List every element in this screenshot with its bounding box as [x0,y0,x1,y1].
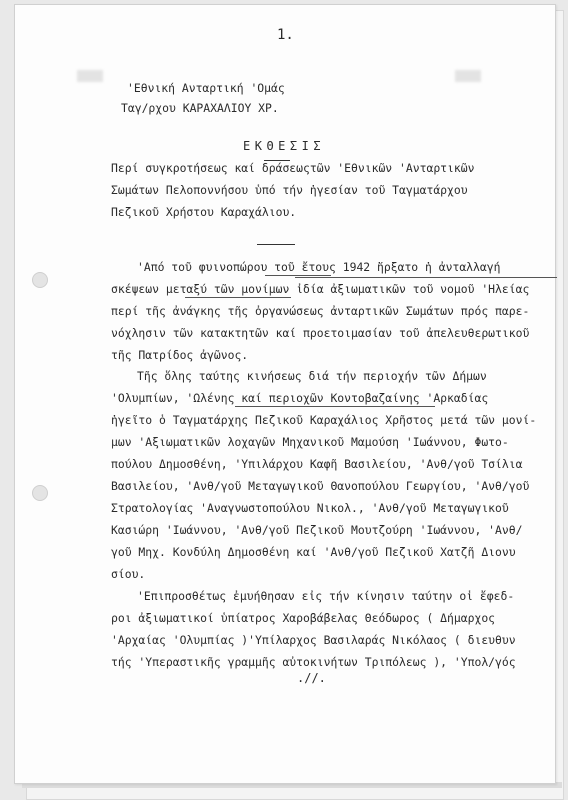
paragraph-line: ροι ἀξιωματικοί ὑπίατρος Χαροβάβελας Θεόδωρος ( Δήμαρχος [111,611,496,625]
paragraph-line: Βασιλείου, 'Ανθ/γοῦ Μεταγωγικοῦ Θανοπούλου Γεωργίου, 'Ανθ/γοῦ [111,479,530,493]
paragraph-line: 'Επιπροσθέτως ἐμυήθησαν εἰς τήν κίνησιν ταύτην οἱ ἔφεδ- [137,589,515,603]
subtitle-line: Πεζικοῦ Χρήστου Καραχάλιου. [111,205,297,219]
paragraph-line: 'Ολυμπίων, 'Ωλένης καί περιοχῶν Κοντοβαζαίνης 'Αρκαδίας [111,391,489,405]
punch-hole [32,272,48,288]
handwritten-underline [185,297,291,298]
document-title: ΕΚΘΕΣΙΣ [243,139,326,153]
paragraph-line: νόχλησιν τῶν κατακτητῶν καί προετοιμασίαν τοῦ ἀπελευθερωτικοῦ [111,326,530,340]
paragraph-line: Στρατολογίας 'Αναγνωστοπούλου Νικολ., 'Ανθ/γοῦ Μεταγωγικοῦ [111,501,509,515]
paragraph-line: ἡγεῖτο ὁ Ταγματάρχης Πεζικοῦ Καραχάλιος Χρῆστος μετά τῶν μονί- [111,413,537,427]
handwritten-underline [235,406,435,407]
continuation-mark: .//. [297,671,326,685]
subtitle-line: Σωμάτων Πελοποννήσου ὑπό τήν ἡγεσίαν τοῦ Ταγματάρχου [111,183,468,197]
paragraph-line: 'Αρχαίας 'Ολυμπίας )'Υπίλαρχος Βασιλαράς Νικόλαος ( διευθυν [111,633,516,647]
handwritten-underline [295,277,557,278]
handwritten-underline [265,275,331,276]
subtitle-line: Περί συγκροτήσεως καί δράσεωςτῶν 'Εθνικῶν 'Ανταρτικῶν [111,161,475,175]
paragraph-line: τής 'Υπεραστικῆς γραμμῆς αὐτοκινήτων Τριπόλεως ), 'Υπολ/γός [111,655,516,669]
paragraph-line: Κασιώρη 'Ιωάννου, 'Ανθ/γοῦ Πεζικοῦ Μουτζούρη 'Ιωάννου, 'Ανθ/ [111,523,523,537]
page-number: 1. [277,27,294,43]
punch-hole [32,485,48,501]
paragraph-line: πούλου Δημοσθένη, 'Υπιλάρχου Καφῆ Βασιλείου, 'Ανθ/γοῦ Τσίλια [111,457,523,471]
paragraph-line: σίου. [111,567,146,581]
ink-bleed-mark [455,70,481,82]
paragraph-line: περί τῆς ἀνάγκης τῆς ὀργανώσεως ἀνταρτικῶν Σωμάτων πρός παρε- [111,304,530,318]
paragraph-line: 'Από τοῦ φυινοπώρου τοῦ ἔτους 1942 ἤρξατο ἡ ἀνταλλαγή [137,260,501,274]
paragraph-line: μων 'Αξιωματικῶν λοχαγῶν Μηχανικοῦ Μαμούση 'Ιωάννου, Φωτο- [111,435,509,449]
paragraph-line: Τῆς ὅλης ταύτης κινήσεως διά τήν περιοχήν τῶν Δήμων [137,369,487,383]
header-line: 'Εθνική Ανταρτική 'Ομάς [127,81,285,95]
ink-bleed-mark [77,70,103,82]
header-line: Ταγ/ρχου ΚΑΡΑΧΑΛΙΟΥ ΧΡ. [121,101,279,115]
paragraph-line: γοῦ Μηχ. Κονδύλη Δημοσθένη καί 'Ανθ/γοῦ Πεζικοῦ Χατζῆ Διονυ [111,545,516,559]
document-page [14,4,556,784]
paragraph-line: σκέψεων μεταξύ τῶν μονίμων ἰδία ἀξιωματικῶν τοῦ νομοῦ 'Ηλείας [111,282,530,296]
paragraph-line: τῆς Πατρίδος ἀγῶνος. [111,348,249,362]
section-divider [257,244,295,245]
